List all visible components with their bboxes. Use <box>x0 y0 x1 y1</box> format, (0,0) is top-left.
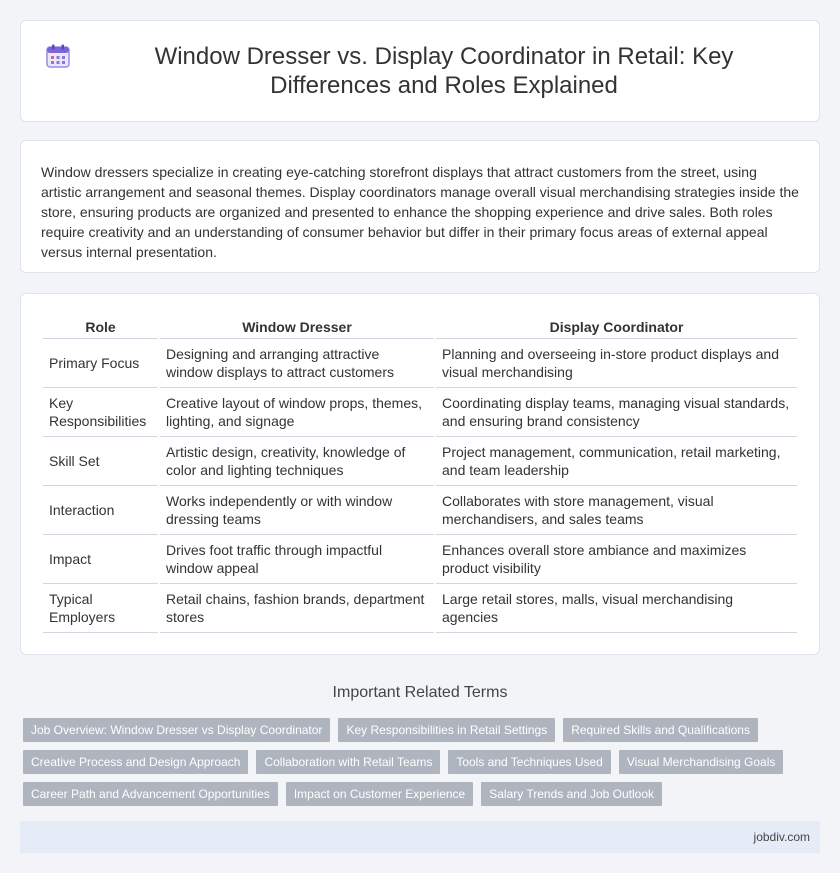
comparison-card <box>20 293 820 655</box>
page-title: Window Dresser vs. Display Coordinator in Retail: Key Differences and Roles Explained <box>154 43 734 99</box>
column-header-display-coordinator: Display Coordinator <box>436 316 797 339</box>
related-term-tag[interactable]: Collaboration with Retail Teams <box>256 750 440 774</box>
footer-site-link[interactable]: jobdiv.com <box>753 830 810 844</box>
table-row <box>43 388 797 437</box>
table-header-row <box>43 316 797 339</box>
header-card <box>20 20 820 122</box>
display-coordinator-cell: Enhances overall store ambiance and maximizes product visibility <box>436 535 797 584</box>
table-row <box>43 339 797 388</box>
display-coordinator-cell: Large retail stores, malls, visual merchandising agencies <box>436 584 797 633</box>
display-coordinator-cell: Coordinating display teams, managing visual standards, and ensuring brand consistency <box>436 388 797 437</box>
table-row <box>43 535 797 584</box>
footer <box>20 821 820 853</box>
display-coordinator-cell: Collaborates with store management, visual merchandisers, and sales teams <box>436 486 797 535</box>
column-header-role: Role <box>43 316 158 339</box>
comparison-table <box>41 316 799 633</box>
window-dresser-cell: Works independently or with window dressing teams <box>160 486 434 535</box>
row-label: Impact <box>43 535 158 584</box>
table-row <box>43 584 797 633</box>
display-coordinator-cell: Project management, communication, retail marketing, and team leadership <box>436 437 797 486</box>
table-row <box>43 486 797 535</box>
row-label: Skill Set <box>43 437 158 486</box>
row-label: Typical Employers <box>43 584 158 633</box>
related-term-tag[interactable]: Impact on Customer Experience <box>286 782 473 806</box>
window-dresser-cell: Retail chains, fashion brands, department stores <box>160 584 434 633</box>
related-term-tag[interactable]: Career Path and Advancement Opportunities <box>23 782 278 806</box>
table-row <box>43 437 797 486</box>
related-term-tag[interactable]: Salary Trends and Job Outlook <box>481 782 662 806</box>
column-header-window-dresser: Window Dresser <box>160 316 434 339</box>
window-dresser-cell: Creative layout of window props, themes, lighting, and signage <box>160 388 434 437</box>
related-term-tag[interactable]: Job Overview: Window Dresser vs Display Coordinator <box>23 718 330 742</box>
row-label: Key Responsibilities <box>43 388 158 437</box>
window-dresser-cell: Artistic design, creativity, knowledge of color and lighting techniques <box>160 437 434 486</box>
row-label: Interaction <box>43 486 158 535</box>
related-term-tag[interactable]: Creative Process and Design Approach <box>23 750 248 774</box>
related-term-tag[interactable]: Tools and Techniques Used <box>448 750 611 774</box>
related-terms-title: Important Related Terms <box>332 684 508 701</box>
related-terms-list <box>20 718 820 814</box>
calendar-icon <box>45 43 71 69</box>
display-coordinator-cell: Planning and overseeing in-store product displays and visual merchandising <box>436 339 797 388</box>
row-label: Primary Focus <box>43 339 158 388</box>
intro-text: Window dressers specialize in creating eye-catching storefront displays that attract customers from the street, using artistic arrangement and seasonal themes. Display coordinators manage overall visual merchandising strategies inside the store, ensuring products are organized and presented to enhance the shopping experience and drive sales. Both roles require creativity and an understanding of consumer behavior but differ in their primary focus areas of external appeal versus internal presentation. <box>41 164 799 260</box>
related-term-tag[interactable]: Visual Merchandising Goals <box>619 750 784 774</box>
window-dresser-cell: Drives foot traffic through impactful window appeal <box>160 535 434 584</box>
related-term-tag[interactable]: Required Skills and Qualifications <box>563 718 758 742</box>
related-term-tag[interactable]: Key Responsibilities in Retail Settings <box>338 718 555 742</box>
intro-card <box>20 140 820 273</box>
window-dresser-cell: Designing and arranging attractive window displays to attract customers <box>160 339 434 388</box>
